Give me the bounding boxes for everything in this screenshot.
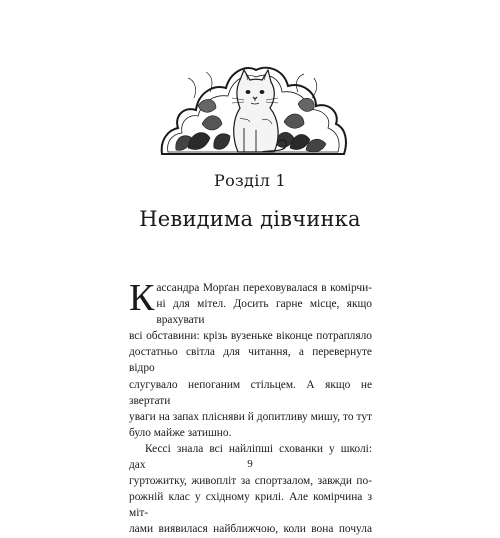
text-line: гуртожитку, живопліт за спортзалом, завжди по- <box>129 475 372 488</box>
body-text <box>129 277 372 538</box>
text-line: рожній клас у східному крилі. Але комірчина з міт- <box>129 491 372 520</box>
text-line: ні для мітел. Досить гарне місце, якщо врахувати <box>156 298 372 327</box>
text-line: було майже затишно. <box>129 426 232 439</box>
text-line: слугувало непоганим стільцем. А якщо не звертати <box>129 378 372 407</box>
text-line: Кессі знала всі найліпші схованки у школі: дах <box>129 442 372 472</box>
chapter-label: Розділ 1 <box>214 171 286 190</box>
text-line: достатньо світла для читання, а перевернуте відро <box>129 346 372 375</box>
page-number: 9 <box>247 458 253 470</box>
cat-vignette-icon <box>158 58 348 163</box>
text-line: уваги на запах плісняви й допитливу мишу, то тут <box>129 410 372 423</box>
text-line: ассандра Морґан переховувалася в комірчи- <box>156 282 372 294</box>
text-line: лами виявилася найближчою, коли вона почула <box>129 523 372 536</box>
text-line: всі обставини: крізь вузеньке віконце потрапляло <box>129 330 372 343</box>
drop-cap: К <box>129 277 155 319</box>
chapter-title: Невидима дівчинка <box>139 207 361 231</box>
